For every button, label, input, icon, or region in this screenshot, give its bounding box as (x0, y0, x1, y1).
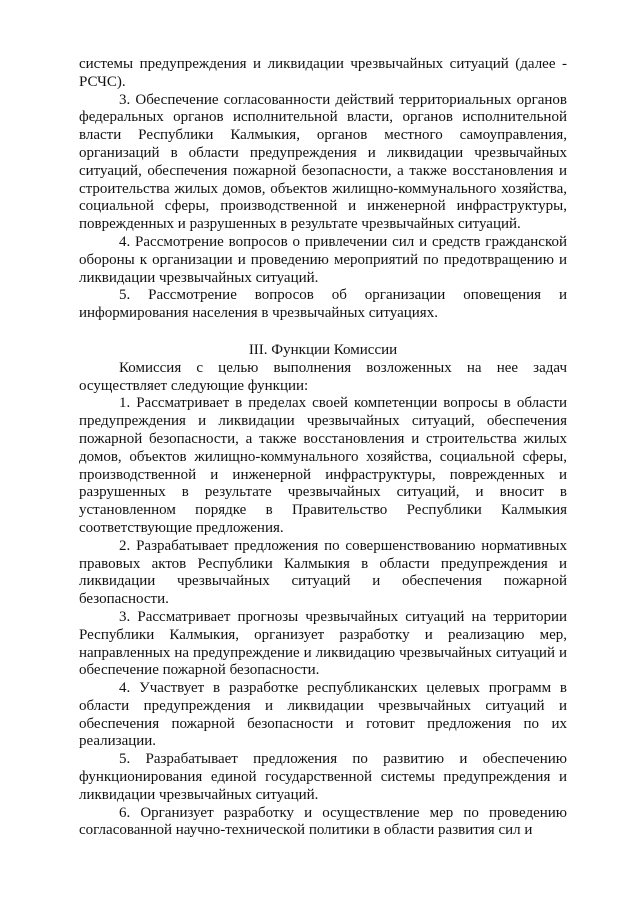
paragraph-functions-intro: Комиссия с целью выполнения возложенных на нее задач осуществляет следующие функции: (79, 359, 567, 394)
paragraph-rschs-definition: системы предупреждения и ликвидации чрезвычайных ситуаций (далее - РСЧС). (79, 56, 567, 90)
paragraph-function-6: 6. Организует разработку и осуществление мер по проведению согласованной научно-технической политики в области развития сил и (79, 804, 567, 839)
paragraph-function-5: 5. Разрабатывает предложения по развитию и обеспечению функционирования единой государственной системы предупреждения и ликвидации чрезвычайных ситуаций. (79, 751, 567, 803)
paragraph-task-3: 3. Обеспечение согласованности действий территориальных органов федеральных органов исполнительной власти, органов исполнительной власти Республики Калмыкия, органов местного самоуправления, организаций в области предупреждения и ликвидации чрезвычайных ситуаций, обеспечения пожарной безопасности, а также восстановления и строительства жилых домов, объектов жилищно-коммунального хозяйства, социальной сферы, производственной и инженерной инфраструктуры, поврежденных и разрушенных в результате чрезвычайных ситуаций. (79, 91, 567, 233)
section-heading: III. Функции Комиссии (248, 341, 398, 358)
paragraph-task-4: 4. Рассмотрение вопросов о привлечении сил и средств гражданской обороны к организации и проведению мероприятий по предотвращению и ликвидации чрезвычайных ситуаций. (79, 233, 567, 286)
paragraph-task-5: 5. Рассмотрение вопросов об организации оповещения и информирования населения в чрезвычайных ситуациях. (79, 287, 567, 322)
paragraph-function-3: 3. Рассматривает прогнозы чрезвычайных ситуаций на территории Республики Калмыкия, организует разработку и реализацию мер, направленных на предупреждение и ликвидацию чрезвычайных ситуаций и обеспечение пожарной безопасности. (79, 608, 567, 679)
paragraph-function-1: 1. Рассматривает в пределах своей компетенции вопросы в области предупреждения и ликвидации чрезвычайных ситуаций, обеспечения пожарной безопасности, а также восстановления и строительства жилых домов, объектов жилищно-коммунального хозяйства, социальной сферы, производственной и инженерной инфраструктуры, поврежденных и разрушенных в результате чрезвычайных ситуаций, и вносит в установленном порядке в Правительство Республики Калмыкия соответствующие предложения. (79, 395, 567, 536)
paragraph-function-4: 4. Участвует в разработке республиканских целевых программ в области предупреждения и ликвидации чрезвычайных ситуаций и обеспечения пожарной безопасности и готовит предложения по их реализации. (79, 680, 567, 750)
paragraph-function-2: 2. Разрабатывает предложения по совершенствованию нормативных правовых актов Республики Калмыкия в области предупреждения и ликвидации чрезвычайных ситуаций и обеспечения пожарной безопасности. (79, 537, 567, 608)
document-body (79, 56, 567, 840)
